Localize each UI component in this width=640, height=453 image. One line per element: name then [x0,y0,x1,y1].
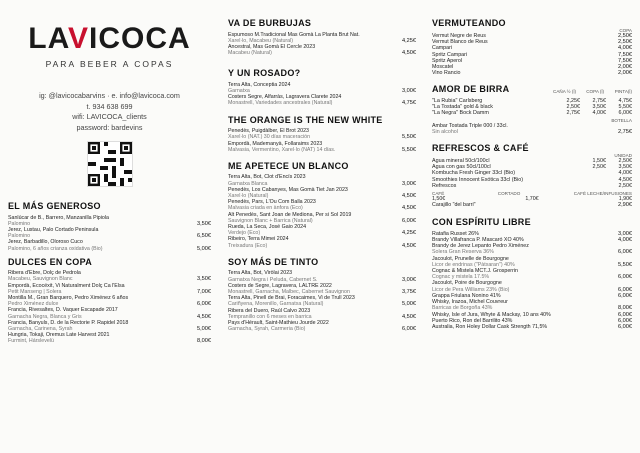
item-name: Jerez, Lustau, Palo Cortado Peninsula [8,226,99,233]
list-item: Empordà, Ecocéxit, Vi Naturalment Dolç Ca l'Elsa Petit Manseng | Solera 7,00€ [8,282,211,295]
column-left [8,0,211,453]
list-item: "La Rubia" Carlsberg 2,25€ 2,75€ 4,75€ [432,97,632,104]
item-price: 3,75€ [402,288,416,295]
item-price: 4,25€ [402,37,416,44]
list-item: Ratafia Russet 26% 3,00€ [432,230,632,237]
item-price: 3,00€ [402,88,416,95]
list-item: Refrescos 2,50€ [432,182,632,189]
list-item: Whisky, Isle of Jura, Whyte & Mackay, 10 ans 40% 6,00€ [432,311,632,318]
section-title: DULCES EN COPA [8,256,93,267]
column-header: CAFÉ LECHE/INFUSIONES [573,190,632,196]
item-price: 4,50€ [402,313,416,320]
qr-code-icon [87,141,133,187]
item-price: 8,00€ [197,338,211,345]
item-name: Ancestral, Mas Gomà El Cercle 2023 [228,43,316,50]
list-item: Ancestral, Mas Gomà El Cercle 2023 Macabeu (Natural) 4,50€ [228,43,416,57]
item-name: Jerez, Barbadillo, Oloroso Cuco [8,239,83,246]
list-item: Jerez, Lustau, Palo Cortado Peninsula Palomino 6,50€ [8,226,211,240]
section-tinto [228,257,416,333]
item-name: Francia, Banyuls, D. de la Rectorie P. Rapidel 2018 [8,319,129,326]
section-title: THE ORANGE IS THE NEW WHITE [228,114,383,125]
item-price: 4,75€ [402,100,416,107]
brand-block [8,24,211,69]
item-price: 6,00€ [402,326,416,333]
item-price: 6,50€ [197,233,211,240]
item-price: 4,50€ [402,50,416,57]
item-price: 5,50€ [402,146,416,153]
list-item: Vermut Blanco de Reus 2,50€ [432,39,632,46]
item-name: Empordà, Mademanyà, Follaraims 2023 [228,140,323,147]
column-header: PINTA(l) [614,89,632,95]
section-refrescos [432,143,632,208]
list-item: Terra Alta, Conceptia 2024 Garnatxa 3,00€ [228,81,416,95]
column-header: BOTELLA [611,117,632,123]
item-price: 5,00€ [197,245,211,252]
item-name: Hungria, Tokaji, Oremus Late Harvest 2021 [8,332,110,339]
section-title: Y UN ROSADO? [228,68,301,79]
list-item: Spritz Aperol 7,50€ [432,57,632,64]
item-name: Penedès, Los Cabanyes, Mas Gomà Tiet Jan 2023 [228,186,348,193]
item-price: 3,50€ [197,276,211,283]
list-item: Montilla M., Gran Barquero, Pedro Ximénez 6 años Pedro Ximénez dulce 6,00€ [8,295,211,308]
list-item: Penedès, Puigdàlber, El Brot 2023 Xarel·lo (NAT.) 30 días maceración 5,50€ [228,128,416,141]
item-name: Pays d'Hérault, Saint-Mathieu Jourde 2022 [228,320,329,326]
list-item: Ambar Tostada Triple 000 / 33cl. [432,122,508,129]
column-header: COPA [619,28,632,33]
list-item: Penedès, Los Cabanyes, Mas Gomà Tiet Jan 2023 Xarel·lo (Natural) 4,50€ [228,186,416,200]
list-item: Sanlúcar de B., Barrero, Manzanilla Pipiola Palomino 3,50€ [8,214,211,227]
item-price: 4,50€ [402,242,416,249]
list-item: Spritz Campari 7,50€ [432,51,632,58]
list-item: Espumoso M.Tradicional Mas Gomà La Planta Brut Nat. Xarel·lo, Macabeu (Natural) 4,25€ [228,31,416,44]
list-item: Pays d'Hérault, Saint-Mathieu Jourde 2022 Garnacha, Syrah, Carmeria (Bio) 6,00€ [228,320,416,333]
section-burbujas [228,18,416,56]
section-title: VA DE BURBUJAS [228,18,312,28]
section-title: SOY MÁS DE TINTO [228,256,319,267]
item-price: 3,50€ [197,220,211,227]
list-item: Brandy Villafranca P. Mascaró XO 40% 4,00€ [432,237,632,244]
contact-info [8,91,211,133]
item-price: 6,00€ [197,301,211,308]
column-right [432,0,632,453]
list-item: "La Negra" Bock Damm 2,75€ 4,00€ 6,00€ [432,110,632,117]
section-title: CON ESPÍRITU LIBRE [432,217,531,228]
item-name: Francia, Rivesaltes, D. Vaquer Escapade 2017 [8,307,118,314]
item-price: 7,00€ [197,288,211,295]
column-header: CAÑA ½ (l) [553,89,576,95]
section-title: REFRESCOS & CAFÉ [432,142,529,153]
section-orange [228,115,416,153]
item-name: Costers Segre, Alfarràs, Lagravera Clarete 2024 [228,94,342,101]
list-item: Terra Alta, Bot, Viròlai 2023 Garnatxa Negra i Peluda, Cabernet S. 3,00€ [228,270,416,283]
section-title: ME APETECE UN BLANCO [228,160,349,171]
list-item: Carajillo "del barri" 2,90€ [432,202,632,209]
item-price: 5,00€ [402,301,416,308]
list-item: Whisky, Irazoa, Michel Couvreur Barricas de Borgoña 43% 8,00€ [432,299,632,312]
section-blanco [228,161,416,249]
list-item: Smoothies Innocent Exótica 33cl (Bio) 4,50€ [432,176,632,183]
list-item: Vermut Negre de Reus 2,50€ [432,33,632,39]
section-birra: AMOR DE BIRRA CAÑA ½ (l) COPA (l) PINTA(l) "La Rubia" Carlsberg 2,25€ 2,75€ 4,75€ "La Tostada" gold & black 2,50€ 3,50€ 5,50€ "La Negra" Bock Damm 2,75€ 4,00€ 6,00€ BOTELLA Ambar Tostada Triple 000 / 33cl. Sin alcohol 2,75€ [432,84,632,135]
list-item: Costers Segre, Alfarràs, Lagravera Clarete 2024 Monastrell, Variedades ancestrales (Natural) 4,75€ [228,94,416,107]
section-title: EL MÁS GENEROSO [8,201,101,211]
item-name: Sanlúcar de B., Barrero, Manzanilla Pipiola [8,214,109,221]
list-item: Vino Rancio 2,00€ [432,70,632,77]
item-price: 3,00€ [402,276,416,283]
tagline: PARA BEBER A COPAS [45,59,174,69]
list-item: Kombucha Fresh Ginger 33cl (Bio) 4,00€ [432,170,632,177]
column-header: COPA (l) [586,89,604,95]
list-item: Terra Alta, Bot, Clot d'Encís 2023 Garnatxa Blanca 3,00€ [228,174,416,187]
item-name: Ribera del Duero, Raúl Calvo 2023 [228,307,311,314]
item-price: 4,25€ [402,230,416,237]
column-header: UNIDAD [614,152,632,158]
item-name: Penedès, Puigdàlber, El Brot 2023 [228,128,309,135]
list-item: Terra Alta, Pinell de Brai, Foracaimes, Vi de Trull 2023 Cariñyena, Morenillo, Garnatxa (Natural) 5,00€ [228,295,416,308]
item-price: 4,50€ [402,193,416,200]
section-title: VERMUTEANDO [432,18,506,28]
contact-line: wifi: LAVICOCA_clients [72,112,147,121]
list-item: Campari 4,00€ [432,45,632,52]
item-name: Alt Penedès, Sant Joan de Mediona, Per si Sol 2019 [228,211,352,218]
list-item: Australia, Ron Holey Dollar Cask Strength 71,5% 6,00€ [432,323,632,330]
item-name: Terra Alta, Conceptia 2024 [228,81,291,88]
item-name: Montilla M., Gran Barquero, Pedro Ximénez 6 años [8,295,129,302]
contact-line: ig: @lavicocabarvins · e. info@lavicoca.com [39,91,180,100]
logo: LAVICOCA [28,22,191,55]
cafe-prices: 1,50€ 1,70€ 1,90€ [432,195,632,202]
list-item: Penedès, Pars, L'Ou Com Balla 2023 Malvasia criada en ànfora (Eco) 4,50€ [228,199,416,212]
section-generoso [8,201,211,252]
contact-line: t. 934 638 699 [86,101,133,111]
list-item: Costers de Segre, Lagravera, LALTRE 2022 Monastrell, Garnacha, Malbec, Cabernet Sauvignon 3,75€ [228,282,416,295]
list-item: Puerto Rico, Ron del Barrilito 43% 6,00€ [432,317,632,324]
list-item: Moscatel 2,00€ [432,64,632,71]
list-item: Ribera del Duero, Raúl Calvo 2023 Tempranillo con 6 meses en barrica 4,50€ [228,307,416,320]
list-item: Alt Penedès, Sant Joan de Mediona, Per si Sol 2019 Sauvignon Blanc + Barrica (Natural) 6,00€ [228,211,416,224]
item-name: Rueda, La Seca, José Gaio 2024 [228,224,307,231]
item-price: 2,75€ [618,128,632,135]
section-dulces [8,257,211,345]
list-item: Rueda, La Seca, José Gaio 2024 Verdejo (Eco) 4,25€ [228,224,416,237]
list-item: Agua con gas 50cl/100cl 2,50€ 3,50€ [432,164,632,171]
column-middle [228,0,416,453]
list-item: Ribeiro, Terra Mimei 2024 Treixadura (Eco) 4,50€ [228,236,416,249]
item-price: 3,00€ [402,180,416,187]
column-header: CORTADO [497,190,521,196]
section-rosado [228,68,416,106]
list-item: Jacoulot, Poire de Bourgogne Licor de Pera Williams 23% (Bio) 6,00€ [432,280,632,293]
list-item: Empordà, Mademanyà, Follaraims 2023 Malvasia, Vermentino, Xarel·lo (NAT) 14 días. 5,50€ [228,140,416,153]
column-header: CAFÉ [432,190,445,196]
item-name: Penedès, Pars, L'Ou Com Balla 2023 [228,199,316,206]
list-item: Grappa Friulana Nonino 41% 6,00€ [432,292,632,299]
section-title: AMOR DE BIRRA [432,84,510,95]
list-item: "La Tostada" gold & black 2,50€ 3,50€ 5,50€ [432,104,632,111]
item-name: Terra Alta, Bot, Viròlai 2023 [228,270,293,277]
list-item: Hungria, Tokaji, Oremus Late Harvest 2021 Furmint, Hárslevelü 8,00€ [8,332,211,345]
item-name: Terra Alta, Pinell de Brai, Foracaimes, Vi de Trull 2023 [228,295,355,302]
item-price: 4,50€ [197,313,211,320]
item-name: Espumoso M.Tradicional Mas Gomà La Planta Brut Nat. [228,31,360,38]
list-item: Cognac & Mistela MCT.J. Grosperrin Cognac y mistela 17.5% 6,00€ [432,268,632,281]
item-name: Ribera d'Ebre, Dolç de Pedrola [8,270,81,277]
list-item: Jerez, Barbadillo, Oloroso Cuco Palomino, 6 años crianza oxidativa (Bio) 5,00€ [8,239,211,252]
list-item: Francia, Rivesaltes, D. Vaquer Escapade 2017 Garnacha Negra, Blanca y Gris 4,50€ [8,307,211,320]
item-name: Terra Alta, Bot, Clot d'Encís 2023 [228,174,306,181]
list-item: Francia, Banyuls, D. de la Rectorie P. Rapidel 2018 Garnacha, Carinena, Syrah 5,00€ [8,319,211,333]
item-name: Ribeiro, Terra Mimei 2024 [228,236,289,243]
list-item: Jacoulot, Prunelle de Bourgogne Licor de endrinas ("Pàtxaran") 40% 5,50€ [432,255,632,268]
list-item: Brandy de Jerez Lepanto Pedro Ximénez Solera Gran Reserva 36% 6,00€ [432,243,632,256]
section-espiritu [432,217,632,330]
item-price: 6,00€ [402,217,416,224]
item-name: Costers de Segre, Lagravera, LALTRE 2022 [228,282,332,289]
item-price: 4,50€ [402,205,416,212]
item-price: 5,50€ [402,134,416,141]
list-item: Agua mineral 50cl/100cl 1,50€ 2,50€ [432,157,632,164]
list-item: Ribera d'Ebre, Dolç de Pedrola Macabeu, Sauvignon Blanc 3,50€ [8,270,211,283]
section-vermut [432,18,632,76]
contact-line: password: bardevins [76,122,143,132]
item-price: 5,00€ [197,326,211,333]
item-name: Empordà, Ecocéxit, Vi Naturalment Dolç Ca l'Elsa [8,282,125,289]
